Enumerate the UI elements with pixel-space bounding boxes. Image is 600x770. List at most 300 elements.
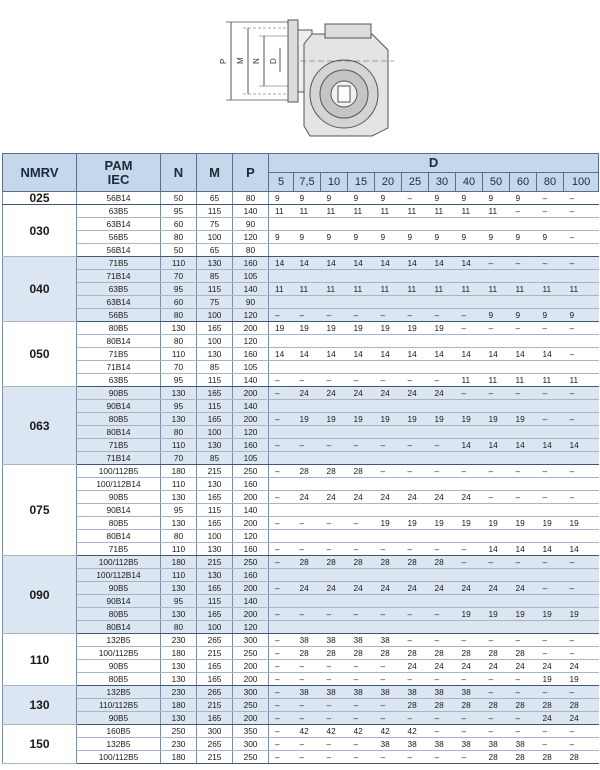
d-cell: –: [483, 673, 510, 686]
table-row: [3, 400, 599, 413]
d-cell: 11: [456, 374, 483, 387]
pam-cell: 90B14: [77, 504, 161, 517]
d-cell: [456, 400, 483, 413]
dimension-cell: 200: [233, 413, 269, 426]
dimension-cell: 115: [197, 374, 233, 387]
pam-cell: 100/112B5: [77, 647, 161, 660]
d-cell: [321, 530, 348, 543]
d-cell: –: [429, 673, 456, 686]
pam-cell: 56B5: [77, 231, 161, 244]
d-cell: [402, 335, 429, 348]
d-cell: [510, 426, 537, 439]
d-cell: –: [402, 634, 429, 647]
d-cell: –: [402, 374, 429, 387]
d-cell: [269, 335, 294, 348]
d-cell: [510, 595, 537, 608]
d-cell: –: [429, 374, 456, 387]
d-cell: 9: [294, 192, 321, 205]
d-cell: –: [456, 465, 483, 478]
d-cell: –: [294, 738, 321, 751]
dimension-cell: 140: [233, 595, 269, 608]
d-cell: [375, 270, 402, 283]
d-cell: 11: [348, 283, 375, 296]
d-cell: [402, 569, 429, 582]
d-cell: 19: [348, 322, 375, 335]
d-cell: 14: [429, 257, 456, 270]
dimension-cell: 215: [197, 556, 233, 569]
dimension-cell: 230: [161, 634, 197, 647]
d-cell: 9: [429, 231, 456, 244]
d-cell: –: [537, 647, 564, 660]
d-cell: 19: [375, 413, 402, 426]
table-row: [3, 569, 599, 582]
d-cell: [269, 270, 294, 283]
dimension-cell: 300: [197, 725, 233, 738]
dimension-cell: 200: [233, 673, 269, 686]
dimension-cell: 85: [197, 361, 233, 374]
dimension-cell: 70: [161, 361, 197, 374]
d-cell: [510, 361, 537, 374]
d-cell: 19: [537, 673, 564, 686]
d-cell: 14: [564, 439, 599, 452]
d-cell: 19: [294, 322, 321, 335]
d-cell: –: [402, 673, 429, 686]
dimension-cell: 230: [161, 686, 197, 699]
d-cell: [348, 452, 375, 465]
d-cell: 9: [483, 192, 510, 205]
table-row: [3, 686, 599, 699]
d-cell: 28: [294, 556, 321, 569]
d-cell: 24: [348, 387, 375, 400]
d-cell: –: [321, 374, 348, 387]
d-cell: 11: [564, 283, 599, 296]
pam-cell: 71B5: [77, 257, 161, 270]
d-cell: 28: [402, 556, 429, 569]
dimension-cell: 300: [233, 634, 269, 647]
d-cell: 9: [375, 231, 402, 244]
table-row: [3, 725, 599, 738]
d-cell: 19: [321, 413, 348, 426]
d-cell: 24: [348, 582, 375, 595]
d-cell: 19: [537, 517, 564, 530]
d-cell: [294, 244, 321, 257]
d-cell: [564, 621, 599, 634]
d-cell: 24: [402, 491, 429, 504]
dimension-cell: 200: [233, 322, 269, 335]
d-cell: [429, 361, 456, 374]
d-cell: [429, 296, 456, 309]
d-cell: –: [269, 738, 294, 751]
header-ratio: 25: [402, 173, 429, 192]
header-ratio: 40: [456, 173, 483, 192]
d-cell: –: [269, 543, 294, 556]
d-cell: 28: [429, 699, 456, 712]
d-cell: [483, 296, 510, 309]
d-cell: [456, 478, 483, 491]
pam-cell: 56B14: [77, 192, 161, 205]
d-cell: [348, 426, 375, 439]
table-row: [3, 751, 599, 764]
d-cell: 24: [375, 491, 402, 504]
d-cell: –: [294, 439, 321, 452]
d-cell: 28: [537, 699, 564, 712]
d-cell: –: [321, 712, 348, 725]
d-cell: [537, 426, 564, 439]
d-cell: 14: [429, 348, 456, 361]
d-cell: –: [510, 491, 537, 504]
d-cell: 11: [483, 374, 510, 387]
d-cell: 38: [375, 738, 402, 751]
dimension-cell: 130: [161, 712, 197, 725]
d-cell: –: [269, 309, 294, 322]
d-cell: 14: [456, 257, 483, 270]
d-cell: –: [294, 673, 321, 686]
pam-cell: 90B5: [77, 582, 161, 595]
d-cell: –: [429, 751, 456, 764]
d-cell: [456, 504, 483, 517]
d-cell: [564, 244, 599, 257]
dimension-cell: 180: [161, 465, 197, 478]
d-cell: –: [348, 309, 375, 322]
table-row: [3, 491, 599, 504]
d-cell: –: [269, 660, 294, 673]
d-cell: [294, 595, 321, 608]
d-cell: 19: [429, 322, 456, 335]
d-cell: [564, 296, 599, 309]
header-p: P: [233, 154, 269, 192]
dimension-cell: 95: [161, 374, 197, 387]
d-cell: –: [402, 712, 429, 725]
header-ratio: 10: [321, 173, 348, 192]
model-cell: 025: [3, 192, 77, 205]
d-cell: –: [269, 673, 294, 686]
pam-cell: 71B14: [77, 361, 161, 374]
dimension-cell: 165: [197, 387, 233, 400]
d-cell: –: [269, 712, 294, 725]
dimension-cell: 85: [197, 270, 233, 283]
d-cell: 14: [269, 348, 294, 361]
d-cell: [429, 244, 456, 257]
table-row: [3, 673, 599, 686]
pam-cell: 63B14: [77, 296, 161, 309]
d-cell: [348, 335, 375, 348]
d-cell: –: [483, 491, 510, 504]
d-cell: [402, 504, 429, 517]
dimension-cell: 165: [197, 608, 233, 621]
table-row: [3, 192, 599, 205]
d-cell: 38: [429, 738, 456, 751]
d-cell: 14: [402, 257, 429, 270]
dimension-cell: 80: [233, 192, 269, 205]
d-cell: –: [537, 192, 564, 205]
d-cell: 14: [483, 348, 510, 361]
d-cell: 11: [483, 283, 510, 296]
d-cell: –: [375, 699, 402, 712]
d-cell: 38: [294, 686, 321, 699]
dimension-cell: 200: [233, 712, 269, 725]
d-cell: [429, 218, 456, 231]
dimension-cell: 265: [197, 686, 233, 699]
d-cell: 38: [348, 686, 375, 699]
d-cell: –: [269, 647, 294, 660]
d-cell: –: [483, 686, 510, 699]
d-cell: 9: [429, 192, 456, 205]
d-cell: [483, 426, 510, 439]
d-cell: 24: [348, 491, 375, 504]
d-cell: 28: [564, 751, 599, 764]
header-ratio: 60: [510, 173, 537, 192]
dimension-cell: 70: [161, 270, 197, 283]
d-cell: [321, 400, 348, 413]
dimension-cell: 80: [161, 426, 197, 439]
dimension-cell: 130: [161, 413, 197, 426]
d-cell: 14: [537, 348, 564, 361]
dimension-cell: 100: [197, 621, 233, 634]
table-row: [3, 608, 599, 621]
dimension-cell: 130: [161, 608, 197, 621]
dimension-cell: 230: [161, 738, 197, 751]
d-cell: –: [375, 673, 402, 686]
d-cell: [294, 296, 321, 309]
d-cell: –: [564, 205, 599, 218]
d-cell: [537, 270, 564, 283]
d-cell: –: [537, 582, 564, 595]
dimension-cell: 140: [233, 400, 269, 413]
table-row: [3, 387, 599, 400]
d-cell: [269, 478, 294, 491]
d-cell: [510, 569, 537, 582]
d-cell: [510, 504, 537, 517]
d-cell: –: [456, 556, 483, 569]
d-cell: –: [294, 309, 321, 322]
dimension-cell: 250: [233, 556, 269, 569]
d-cell: –: [294, 751, 321, 764]
dimension-cell: 130: [161, 517, 197, 530]
d-cell: –: [483, 712, 510, 725]
d-cell: –: [321, 673, 348, 686]
dimension-cell: 105: [233, 270, 269, 283]
d-cell: [294, 426, 321, 439]
dimension-cell: 165: [197, 413, 233, 426]
dimension-cell: 265: [197, 634, 233, 647]
header-ratio: 7,5: [294, 173, 321, 192]
d-cell: –: [429, 439, 456, 452]
dimension-cell: 100: [197, 335, 233, 348]
pam-cell: 132B5: [77, 686, 161, 699]
d-cell: [429, 621, 456, 634]
d-cell: –: [537, 322, 564, 335]
d-cell: –: [269, 465, 294, 478]
dimension-cell: 65: [197, 244, 233, 257]
d-cell: –: [564, 192, 599, 205]
dimension-cell: 105: [233, 361, 269, 374]
d-cell: [375, 244, 402, 257]
table-row: [3, 257, 599, 270]
d-cell: [269, 595, 294, 608]
d-cell: –: [564, 556, 599, 569]
table-row: [3, 699, 599, 712]
d-cell: 24: [483, 582, 510, 595]
d-cell: [375, 452, 402, 465]
d-cell: 9: [348, 231, 375, 244]
d-cell: –: [269, 374, 294, 387]
dimension-cell: 200: [233, 660, 269, 673]
d-cell: 11: [429, 205, 456, 218]
dimension-cell: 115: [197, 283, 233, 296]
d-cell: [456, 361, 483, 374]
d-cell: [402, 595, 429, 608]
d-cell: –: [375, 309, 402, 322]
d-cell: 14: [510, 543, 537, 556]
d-cell: 24: [510, 660, 537, 673]
d-cell: [537, 361, 564, 374]
d-cell: [429, 530, 456, 543]
d-cell: [321, 296, 348, 309]
d-cell: –: [564, 387, 599, 400]
d-cell: [348, 595, 375, 608]
pam-cell: 63B5: [77, 374, 161, 387]
d-cell: –: [564, 348, 599, 361]
dimension-cell: 95: [161, 205, 197, 218]
d-cell: [510, 296, 537, 309]
dimension-cell: 80: [233, 244, 269, 257]
d-cell: [483, 244, 510, 257]
d-cell: 24: [321, 387, 348, 400]
d-cell: –: [456, 387, 483, 400]
d-cell: 9: [510, 192, 537, 205]
d-cell: 28: [564, 699, 599, 712]
d-cell: –: [537, 725, 564, 738]
dimension-cell: 75: [197, 218, 233, 231]
table-row: [3, 283, 599, 296]
d-cell: –: [321, 309, 348, 322]
d-cell: [321, 244, 348, 257]
dimension-cell: 80: [161, 231, 197, 244]
d-cell: 24: [456, 491, 483, 504]
dimension-cell: 250: [233, 647, 269, 660]
d-cell: [321, 426, 348, 439]
d-cell: 24: [537, 660, 564, 673]
d-cell: –: [269, 634, 294, 647]
dimension-cell: 50: [161, 244, 197, 257]
d-cell: 24: [429, 491, 456, 504]
pam-cell: 132B5: [77, 738, 161, 751]
d-cell: –: [429, 712, 456, 725]
d-cell: 28: [429, 647, 456, 660]
d-cell: 14: [348, 348, 375, 361]
table-row: [3, 322, 599, 335]
d-cell: 28: [294, 647, 321, 660]
d-cell: [483, 478, 510, 491]
d-cell: [348, 621, 375, 634]
dimension-cell: 250: [233, 699, 269, 712]
d-cell: 24: [402, 582, 429, 595]
pam-cell: 71B5: [77, 439, 161, 452]
d-cell: 11: [402, 283, 429, 296]
d-cell: 14: [294, 257, 321, 270]
dimension-cell: 120: [233, 621, 269, 634]
pam-cell: 90B5: [77, 387, 161, 400]
d-cell: –: [429, 725, 456, 738]
d-cell: –: [269, 439, 294, 452]
d-cell: 24: [564, 712, 599, 725]
dimension-cell: 180: [161, 556, 197, 569]
table-row: [3, 439, 599, 452]
dimension-cell: 120: [233, 309, 269, 322]
pam-cell: 80B14: [77, 621, 161, 634]
table-row: [3, 361, 599, 374]
d-cell: 28: [510, 647, 537, 660]
dimension-cell: 165: [197, 582, 233, 595]
dimension-cell: 130: [197, 439, 233, 452]
d-cell: [321, 452, 348, 465]
d-cell: –: [456, 751, 483, 764]
d-cell: 9: [483, 309, 510, 322]
d-cell: 14: [483, 439, 510, 452]
d-cell: 9: [269, 192, 294, 205]
d-cell: 24: [456, 582, 483, 595]
d-cell: –: [294, 699, 321, 712]
d-cell: –: [269, 387, 294, 400]
d-cell: –: [402, 465, 429, 478]
dimension-cell: 120: [233, 335, 269, 348]
d-cell: [429, 452, 456, 465]
dimension-cell: 60: [161, 296, 197, 309]
d-cell: [294, 621, 321, 634]
d-cell: [429, 478, 456, 491]
d-cell: [269, 400, 294, 413]
pam-cell: 63B5: [77, 283, 161, 296]
dimension-cell: 130: [161, 491, 197, 504]
dimension-cell: 160: [233, 543, 269, 556]
d-cell: [537, 621, 564, 634]
d-cell: 19: [564, 517, 599, 530]
d-cell: [375, 504, 402, 517]
model-cell: 040: [3, 257, 77, 322]
dimension-cell: 200: [233, 387, 269, 400]
d-cell: [564, 452, 599, 465]
dimension-cell: 165: [197, 673, 233, 686]
dimension-cell: 130: [161, 387, 197, 400]
d-cell: [321, 504, 348, 517]
d-cell: [483, 335, 510, 348]
d-cell: [429, 595, 456, 608]
d-cell: –: [510, 205, 537, 218]
d-cell: [269, 452, 294, 465]
dimension-cell: 180: [161, 647, 197, 660]
d-cell: 38: [456, 686, 483, 699]
pam-cell: 80B5: [77, 517, 161, 530]
d-cell: 19: [510, 608, 537, 621]
dimension-cell: 130: [197, 478, 233, 491]
d-cell: 28: [402, 647, 429, 660]
d-cell: 9: [564, 309, 599, 322]
d-cell: 19: [537, 608, 564, 621]
d-cell: –: [269, 413, 294, 426]
table-row: [3, 426, 599, 439]
dimension-cell: 60: [161, 218, 197, 231]
dimension-cell: 110: [161, 569, 197, 582]
d-cell: [402, 478, 429, 491]
model-cell: 075: [3, 465, 77, 556]
d-cell: 14: [456, 348, 483, 361]
dimension-cell: 215: [197, 465, 233, 478]
d-cell: 38: [402, 738, 429, 751]
d-cell: [429, 270, 456, 283]
pam-cell: 80B5: [77, 673, 161, 686]
pam-cell: 71B14: [77, 452, 161, 465]
d-cell: 42: [402, 725, 429, 738]
